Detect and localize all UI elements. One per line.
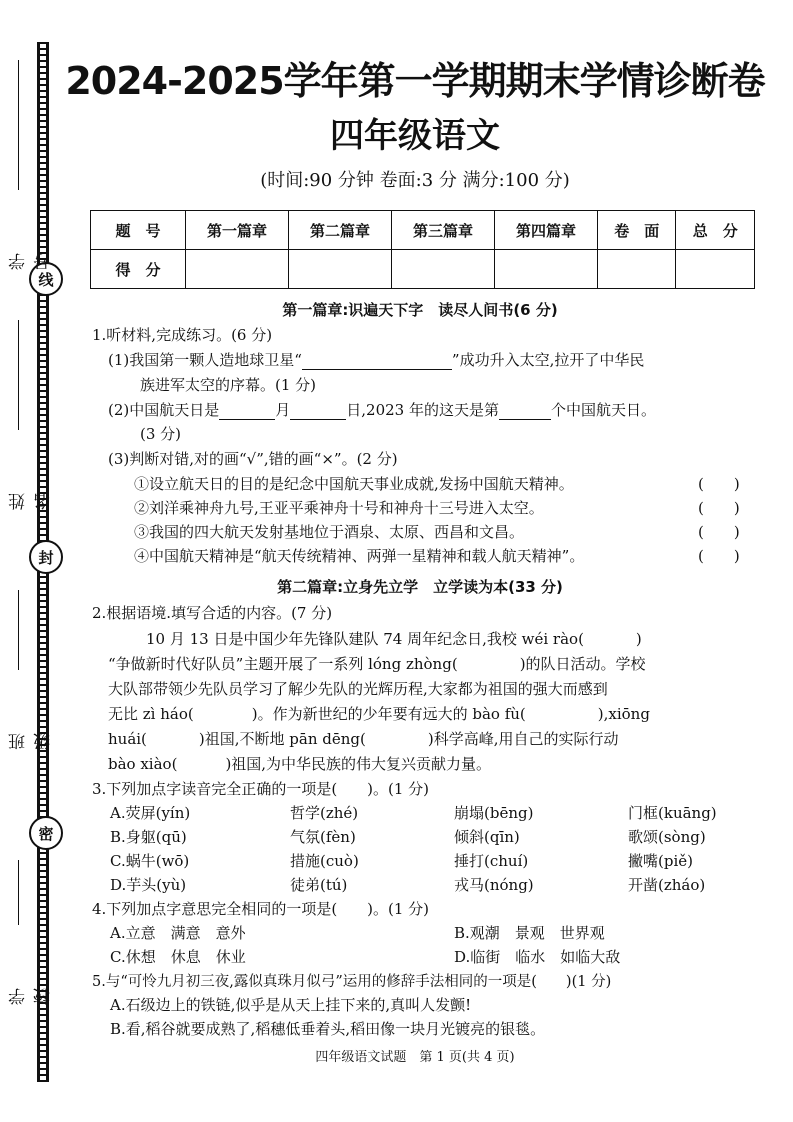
q3-option: 撇嘴(piě)	[628, 852, 693, 870]
q2-para-line-2	[108, 653, 646, 674]
judge-item-3: ③我国的四大航天发射基地位于酒泉、太原、西昌和文昌。	[134, 523, 525, 541]
q3-option: 徒弟(tú)	[290, 876, 348, 894]
score-cell[interactable]	[495, 250, 598, 289]
exam-meta: (时间:90 分钟 卷面:3 分 满分:100 分)	[260, 170, 570, 191]
exam-title: 2024-2025学年第一学期期末学情诊断卷	[65, 59, 765, 103]
score-table-score-row	[91, 250, 755, 289]
q2-text: )	[635, 630, 642, 648]
school-line	[18, 860, 19, 925]
q4-option: A.立意 满意 意外	[110, 924, 246, 942]
score-cell[interactable]	[186, 250, 289, 289]
q2-text: )的队日活动。学校	[519, 655, 646, 673]
q2-text: )。作为新世纪的少年要有远大的 bào fù(	[251, 705, 526, 723]
seal-mi-mark: 密	[29, 816, 63, 850]
q3-option: B.身躯(qū)	[110, 828, 187, 846]
q3-option: 哲学(zhé)	[290, 804, 359, 822]
q3-option: 戎马(nóng)	[454, 876, 534, 894]
section-2-title: 第二篇章:立身先立学 立学读为本(33 分)	[277, 578, 563, 596]
q5-heading: 5.与“可怜九月初三夜,露似真珠月似弓”运用的修辞手法相同的一项是( )(1 分)	[92, 974, 612, 990]
student-id-label: 学 号	[9, 239, 54, 270]
q2-para-line-4	[108, 703, 650, 724]
q1-2-text-a: (2)中国航天日是	[108, 401, 220, 419]
q4-option: C.休想 休息 休业	[110, 948, 246, 966]
q3-option: 歌颂(sòng)	[628, 828, 706, 846]
page-footer: 四年级语文试题 第 1 页(共 4 页)	[315, 1050, 515, 1065]
judge-item-1: ①设立航天日的目的是纪念中国航天事业成就,发扬中国航天精神。	[134, 475, 574, 493]
q3-option: 措施(cuò)	[290, 852, 359, 870]
seal-line-mark: 线	[29, 262, 63, 296]
q1-2-points: (3 分)	[140, 425, 182, 443]
q5-option-b: B.看,稻谷就要成熟了,稻穗低垂着头,稻田像一块月光镀亮的银毯。	[110, 1020, 546, 1038]
q3-option: C.蜗牛(wō)	[110, 852, 190, 870]
q3-option: 气氛(fèn)	[290, 828, 356, 846]
exam-subtitle: 四年级语文	[330, 116, 500, 156]
q1-heading: 1.听材料,完成练习。(6 分)	[92, 326, 273, 344]
q2-blank-pandeng[interactable]	[366, 733, 428, 749]
q3-option: 开凿(zháo)	[628, 876, 706, 894]
q2-text: )科学高峰,用自己的实际行动	[427, 730, 619, 748]
name-line	[18, 320, 19, 430]
q2-para-line-6	[108, 753, 491, 774]
q2-text: )祖国,不断地 pān dēng(	[198, 730, 366, 748]
score-header-cell: 第四篇章	[495, 211, 598, 250]
q3-option: 崩塌(bēng)	[454, 804, 534, 822]
q1-1-line	[108, 349, 644, 370]
q2-blank-baofu[interactable]	[526, 708, 598, 724]
q3-option: 门框(kuāng)	[628, 804, 717, 822]
q4-heading: 4.下列加点字意思完全相同的一项是( )。(1 分)	[92, 900, 430, 918]
judge-answer-3[interactable]: ( )	[698, 523, 740, 541]
score-row-label: 得 分	[91, 250, 186, 289]
q1-2-text-b: 月	[275, 401, 291, 419]
q4-option: D.临街 临水 如临大敌	[454, 948, 621, 966]
judge-item-2: ②刘洋乘神舟九号,王亚平乘神舟十号和神舟十三号进入太空。	[134, 499, 544, 517]
q3-option: 捶打(chuí)	[454, 852, 529, 870]
score-header-cell: 第三篇章	[392, 211, 495, 250]
q3-option: A.荧屏(yín)	[110, 804, 191, 822]
q2-text: )祖国,为中华民族的伟大复兴贡献力量。	[225, 755, 492, 773]
q2-text: 无比 zì háo(	[108, 705, 194, 723]
q3-heading: 3.下列加点字读音完全正确的一项是( )。(1 分)	[92, 780, 430, 798]
judge-answer-4[interactable]: ( )	[698, 547, 740, 565]
judge-answer-1[interactable]: ( )	[698, 475, 740, 493]
score-header-cell: 卷 面	[598, 211, 676, 250]
class-label: 班 级	[9, 719, 54, 750]
school-label: 学 校	[9, 974, 54, 1005]
score-cell[interactable]	[392, 250, 495, 289]
q5-option-a: A.石级边上的铁链,似乎是从天上挂下来的,真叫人发颤!	[110, 996, 472, 1014]
name-label: 姓 名	[9, 479, 54, 510]
student-id-line	[18, 60, 19, 190]
score-header-cell: 第二篇章	[289, 211, 392, 250]
q1-2-line	[108, 399, 656, 420]
q1-2-blank-month[interactable]	[219, 403, 275, 420]
q2-text: huái(	[108, 730, 147, 748]
q4-option: B.观潮 景观 世界观	[454, 924, 605, 942]
q2-blank-zihao[interactable]	[194, 708, 252, 724]
q1-2-blank-nth[interactable]	[499, 403, 551, 420]
q2-blank-weirao[interactable]	[584, 633, 636, 649]
score-cell[interactable]	[676, 250, 755, 289]
score-header-cell: 题 号	[91, 211, 186, 250]
q1-2-text-c: 日,2023 年的这天是第	[346, 401, 499, 419]
q2-text: bào xiào(	[108, 755, 178, 773]
seal-feng-mark: 封	[29, 540, 63, 574]
judge-answer-2[interactable]: ( )	[698, 499, 740, 517]
q1-1-text-b: ”成功升入太空,拉开了中华民	[451, 351, 645, 369]
score-table	[90, 210, 755, 289]
section-1-title: 第一篇章:识遍天下字 读尽人间书(6 分)	[282, 301, 558, 319]
q2-para-line-1	[146, 628, 642, 649]
q2-blank-baoxiao[interactable]	[177, 758, 225, 774]
q1-2-text-d: 个中国航天日。	[550, 401, 656, 419]
q1-1-cont: 族进军太空的序幕。(1 分)	[140, 376, 317, 394]
class-line	[18, 590, 19, 670]
q3-option: D.芋头(yù)	[110, 876, 187, 894]
q2-heading: 2.根据语境.填写合适的内容。(7 分)	[92, 604, 333, 622]
q3-option: 倾斜(qīn)	[454, 828, 520, 846]
q1-1-blank[interactable]	[302, 353, 452, 370]
q2-blank-longzhong[interactable]	[458, 658, 520, 674]
q1-3-heading: (3)判断对错,对的画“√”,错的画“×”。(2 分)	[108, 450, 398, 468]
score-table-header-row	[91, 211, 755, 250]
score-header-cell: 总 分	[676, 211, 755, 250]
q2-text: ),xiōng	[597, 705, 650, 723]
q1-1-text-a: (1)我国第一颗人造地球卫星“	[108, 351, 302, 369]
judge-item-4: ④中国航天精神是“航天传统精神、两弹一星精神和载人航天精神”。	[134, 547, 585, 565]
q2-text: 10 月 13 日是中国少年先锋队建队 74 周年纪念日,我校 wéi rào(	[146, 630, 584, 648]
score-cell[interactable]	[598, 250, 676, 289]
q2-para-line-5	[108, 728, 619, 749]
q2-text: “争做新时代好队员”主题开展了一系列 lóng zhòng(	[108, 655, 458, 673]
q1-2-blank-day[interactable]	[290, 403, 346, 420]
score-header-cell: 第一篇章	[186, 211, 289, 250]
score-cell[interactable]	[289, 250, 392, 289]
q2-blank-xionghuai[interactable]	[147, 733, 199, 749]
q2-para-line-3: 大队部带领少先队员学习了解少先队的光辉历程,大家都为祖国的强大而感到	[108, 680, 608, 698]
